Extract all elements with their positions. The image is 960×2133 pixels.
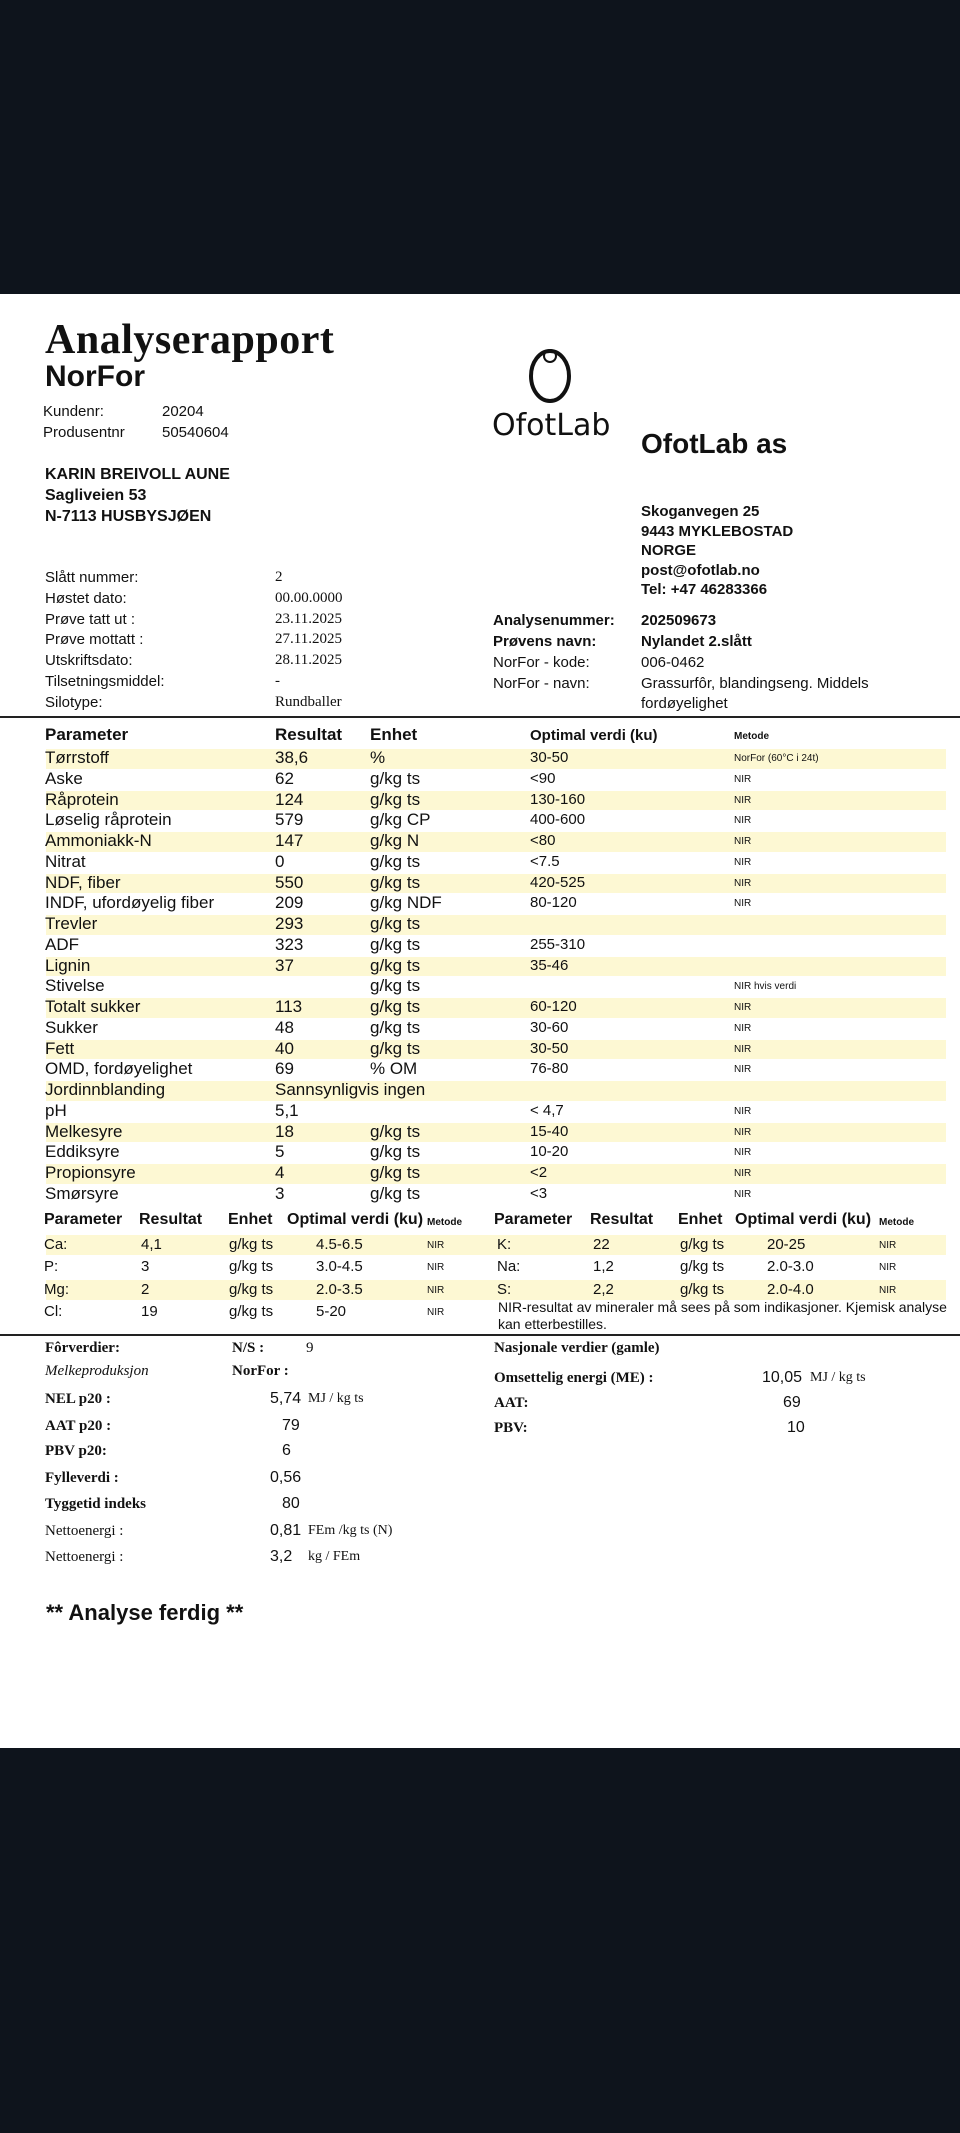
param-optimal: 10-20 (530, 1143, 569, 1161)
param-optimal: <7.5 (530, 852, 560, 870)
feed-label: Nettoenergi : (45, 1523, 124, 1539)
row-highlight (46, 874, 946, 894)
sample-label: Slått nummer: (45, 569, 139, 586)
row-highlight (46, 915, 946, 935)
mineral-result: 4,1 (141, 1236, 162, 1253)
param-name: Trevler (45, 914, 98, 933)
feed-value: 80 (282, 1495, 300, 1512)
param-method: NIR (734, 1188, 752, 1200)
min-header-parameter-left: Parameter (44, 1211, 123, 1228)
param-optimal: <3 (530, 1184, 548, 1202)
param-name: Råprotein (45, 789, 119, 809)
param-optimal: 30-50 (530, 1039, 569, 1057)
param-optimal: 130-160 (530, 790, 586, 808)
pbv-label: PBV: (494, 1420, 528, 1436)
param-result: 113 (275, 997, 303, 1016)
param-optimal: 60-120 (530, 998, 577, 1015)
feed-value: 0,81 (270, 1522, 302, 1539)
row-highlight (46, 1040, 946, 1060)
param-result: 4 (275, 1163, 285, 1182)
params-header-parameter: Parameter (45, 725, 129, 744)
param-optimal: 80-120 (530, 894, 577, 912)
min-header-resultat-right: Resultat (590, 1211, 654, 1228)
param-name: Eddiksyre (45, 1142, 120, 1162)
mineral-name: K: (497, 1236, 512, 1253)
row-highlight (46, 1081, 946, 1101)
param-result: 124 (275, 789, 304, 809)
param-result: 48 (275, 1017, 294, 1037)
param-unit: g/kg ts (370, 1017, 421, 1037)
provens-value: Nylandet 2.slått (641, 633, 752, 650)
param-optimal: < 4,7 (530, 1101, 564, 1119)
sample-value: 00.00.0000 (275, 590, 343, 606)
param-name: Melkesyre (45, 1121, 123, 1141)
param-unit: g/kg ts (370, 1183, 421, 1203)
provens-label: Prøvens navn: (493, 633, 597, 650)
param-result: 38,6 (275, 748, 309, 767)
param-optimal: 35-46 (530, 956, 569, 974)
param-result: 18 (275, 1121, 294, 1141)
param-result: 209 (275, 893, 304, 913)
param-optimal: <80 (530, 832, 556, 849)
param-unit: g/kg ts (370, 1142, 421, 1162)
param-name: Aske (45, 768, 83, 788)
mineral-name: S: (497, 1280, 512, 1298)
feed-unit: MJ / kg ts (308, 1391, 364, 1406)
params-header-metode: Metode (734, 731, 769, 742)
param-result: 147 (275, 831, 304, 850)
param-method: NIR (734, 836, 752, 847)
row-highlight (46, 957, 946, 977)
param-optimal: 30-50 (530, 749, 569, 766)
mineral-optimal: 5-20 (316, 1302, 347, 1320)
sample-label: Silotype: (45, 694, 103, 711)
param-name: Nitrat (45, 851, 86, 871)
norfor-navn-label: NorFor - navn: (493, 675, 590, 692)
norfor-label: NorFor : (232, 1363, 289, 1379)
param-unit: g/kg N (370, 831, 420, 850)
mineral-method: NIR (427, 1306, 445, 1318)
param-optimal: 255-310 (530, 935, 586, 953)
feed-unit: FEm /kg ts (N) (308, 1523, 393, 1538)
feed-value: 79 (282, 1417, 300, 1434)
param-method: NIR (734, 1105, 752, 1117)
param-name: Fett (45, 1038, 75, 1058)
row-highlight (46, 832, 946, 852)
param-optimal: 420-525 (530, 873, 586, 891)
param-method: NIR (734, 815, 752, 827)
report-subtitle: NorFor (45, 360, 145, 393)
param-unit: g/kg NDF (370, 893, 442, 913)
param-name: Jordinnblanding (45, 1080, 166, 1099)
kundenr-value: 20204 (162, 403, 204, 420)
mineral-optimal: 4.5-6.5 (316, 1236, 363, 1253)
mineral-result: 2 (141, 1280, 150, 1298)
param-result: 62 (275, 768, 294, 788)
min-header-parameter-right: Parameter (494, 1211, 573, 1228)
param-name: Sukker (45, 1017, 98, 1037)
min-header-optimal-left: Optimal verdi (ku) (287, 1211, 424, 1228)
divider-top (0, 716, 960, 718)
param-method: NIR (734, 856, 752, 868)
logo-text: OfotLab (492, 408, 611, 443)
me-label: Omsettelig energi (ME) : (494, 1370, 654, 1386)
param-method: NIR (734, 1147, 752, 1159)
mineral-optimal: 2.0-3.5 (316, 1280, 363, 1298)
mineral-method: NIR (427, 1240, 445, 1251)
sample-value: 23.11.2025 (275, 611, 342, 627)
mineral-result: 22 (593, 1236, 610, 1253)
param-method: NIR (734, 1126, 752, 1138)
param-method: NIR (734, 1002, 752, 1013)
mineral-unit: g/kg ts (229, 1280, 274, 1298)
mineral-unit: g/kg ts (680, 1236, 725, 1253)
param-optimal: 30-60 (530, 1018, 569, 1036)
feed-label: Fylleverdi : (45, 1470, 119, 1486)
param-optimal: 400-600 (530, 811, 586, 829)
lab-phone: Tel: +47 46283366 (641, 581, 768, 598)
param-unit: g/kg ts (370, 914, 421, 933)
norfor-navn-line1: Grassurfôr, blandingseng. Middels (641, 675, 869, 692)
params-header-enhet: Enhet (370, 725, 418, 744)
param-name: Lignin (45, 955, 91, 975)
feed-label: AAT p20 : (45, 1418, 112, 1434)
param-unit: g/kg ts (370, 872, 421, 892)
analysenr-value: 202509673 (641, 612, 717, 629)
divider-bottom (0, 1334, 960, 1336)
feed-label: PBV p20: (45, 1443, 107, 1459)
lab-city: 9443 MYKLEBOSTAD (641, 522, 794, 540)
sample-value: 27.11.2025 (275, 631, 342, 647)
param-name: Tørrstoff (45, 748, 109, 767)
min-header-optimal-right: Optimal verdi (ku) (735, 1211, 872, 1228)
mineral-method: NIR (427, 1262, 445, 1274)
mineral-result: 1,2 (593, 1258, 614, 1276)
mineral-unit: g/kg ts (680, 1258, 725, 1276)
aat-label: AAT: (494, 1395, 529, 1411)
sample-label: Tilsetningsmiddel: (45, 673, 165, 690)
melkeproduksjon-label: Melkeproduksjon (45, 1363, 149, 1379)
mineral-unit: g/kg ts (229, 1236, 274, 1253)
sample-label: Utskriftsdato: (45, 652, 133, 669)
mineral-method: NIR (879, 1284, 897, 1296)
params-header-optimal: Optimal verdi (ku) (530, 727, 658, 744)
param-name: Ammoniakk-N (45, 831, 152, 850)
param-result: 323 (275, 934, 304, 954)
mineral-name: Ca: (44, 1236, 68, 1253)
mineral-result: 19 (141, 1302, 158, 1320)
mineral-result: 3 (141, 1258, 150, 1276)
mineral-unit: g/kg ts (680, 1280, 725, 1298)
sample-value: 28.11.2025 (275, 652, 342, 668)
param-method: NIR (734, 898, 752, 910)
ns-value: 9 (306, 1340, 314, 1356)
param-name: Smørsyre (45, 1183, 119, 1203)
param-optimal: 15-40 (530, 1122, 569, 1140)
sample-value: Rundballer (275, 694, 342, 710)
kundenr-label: Kundenr: (43, 403, 104, 420)
mineral-optimal: 3.0-4.5 (316, 1258, 363, 1276)
mineral-optimal: 2.0-3.0 (767, 1258, 814, 1276)
lab-email: post@ofotlab.no (641, 561, 760, 579)
param-name: ADF (45, 934, 79, 954)
sample-label: Prøve mottatt : (45, 631, 144, 648)
mineral-unit: g/kg ts (229, 1258, 274, 1276)
min-header-enhet-right: Enhet (678, 1211, 723, 1228)
param-name: OMD, fordøyelighet (45, 1059, 193, 1079)
param-unit: g/kg ts (370, 934, 421, 954)
feed-value: 5,74 (270, 1390, 302, 1407)
param-unit: g/kg ts (370, 789, 421, 809)
param-result: 5 (275, 1142, 285, 1162)
param-unit: % OM (370, 1059, 418, 1079)
customer-city: N-7113 HUSBYSJØEN (45, 508, 212, 525)
ns-label: N/S : (232, 1340, 265, 1356)
param-unit: g/kg CP (370, 810, 431, 830)
feed-label: Tyggetid indeks (45, 1496, 146, 1512)
param-name: INDF, ufordøyelig fiber (45, 893, 215, 913)
mineral-name: Mg: (44, 1280, 70, 1298)
mineral-method: NIR (879, 1262, 897, 1274)
forverdier-label: Fôrverdier: (45, 1340, 120, 1356)
param-unit: g/kg ts (370, 1121, 421, 1141)
mineral-name: Cl: (44, 1302, 63, 1320)
ofotlab-logo (492, 342, 612, 442)
customer-street: Sagliveien 53 (45, 487, 147, 504)
feed-label: NEL p20 : (45, 1391, 111, 1407)
me-value: 10,05 (762, 1369, 803, 1386)
feed-unit: kg / FEm (308, 1549, 361, 1564)
param-result: Sannsynligvis ingen (275, 1080, 426, 1099)
aat-value: 69 (783, 1394, 801, 1411)
min-header-metode-left: Metode (427, 1217, 462, 1228)
feed-label: Nettoenergi : (45, 1549, 124, 1565)
mineral-note-line2: kan etterbestilles. (498, 1316, 607, 1332)
param-unit: g/kg ts (370, 1038, 421, 1058)
produsentnr-value: 50540604 (162, 424, 229, 441)
customer-name: KARIN BREIVOLL AUNE (45, 466, 230, 483)
param-result: 40 (275, 1038, 294, 1058)
param-unit: g/kg ts (370, 976, 421, 996)
norfor-navn-line2: fordøyelighet (641, 695, 728, 712)
mineral-note-line1: NIR-resultat av mineraler må sees på som indikasjoner. Kjemisk analyse (498, 1299, 947, 1315)
param-optimal: <90 (530, 769, 556, 787)
mineral-method: NIR (879, 1240, 897, 1251)
param-result: 37 (275, 955, 294, 975)
mineral-unit: g/kg ts (229, 1302, 274, 1320)
min-header-metode-right: Metode (879, 1217, 914, 1228)
sample-value: 2 (275, 569, 283, 585)
mineral-name: Na: (497, 1258, 521, 1276)
report-title: Analyserapport (45, 317, 335, 363)
param-method: NIR (734, 1168, 752, 1179)
me-unit: MJ / kg ts (810, 1370, 866, 1385)
param-name: Propionsyre (45, 1163, 136, 1182)
sample-label: Høstet dato: (45, 590, 127, 607)
row-highlight (46, 791, 946, 811)
param-name: Totalt sukker (45, 997, 141, 1016)
param-method: NIR hvis verdi (734, 981, 797, 993)
param-result: 3 (275, 1183, 285, 1203)
norfor-kode-label: NorFor - kode: (493, 654, 590, 671)
param-method: NIR (734, 1022, 752, 1034)
mineral-optimal: 2.0-4.0 (767, 1280, 814, 1298)
param-optimal: <2 (530, 1164, 548, 1181)
param-result: 550 (275, 872, 304, 892)
param-result: 293 (275, 914, 304, 933)
params-header-resultat: Resultat (275, 725, 343, 744)
param-unit: g/kg ts (370, 851, 421, 871)
sample-label: Prøve tatt ut : (45, 611, 136, 628)
mineral-result: 2,2 (593, 1280, 614, 1298)
report-page (0, 294, 960, 1748)
param-method: NIR (734, 1064, 752, 1076)
param-name: NDF, fiber (45, 872, 121, 892)
param-unit: g/kg ts (370, 768, 421, 788)
param-method: NIR (734, 877, 752, 889)
row-highlight (46, 1235, 946, 1255)
lab-street: Skoganvegen 25 (641, 503, 760, 520)
param-result: 5,1 (275, 1100, 299, 1120)
param-method: NIR (734, 1043, 752, 1055)
feed-value: 0,56 (270, 1469, 302, 1486)
produsentnr-label: Produsentnr (43, 424, 125, 441)
param-method: NorFor (60°C i 24t) (734, 753, 819, 764)
analysenr-label: Analysenummer: (493, 612, 615, 629)
mineral-method: NIR (427, 1284, 445, 1296)
sample-value: - (275, 673, 280, 689)
pbv-value: 10 (787, 1419, 805, 1436)
param-unit: g/kg ts (370, 997, 421, 1016)
param-unit: g/kg ts (370, 1163, 421, 1182)
feed-value: 6 (282, 1442, 291, 1459)
row-highlight (46, 998, 946, 1018)
param-optimal: 76-80 (530, 1060, 569, 1078)
row-highlight (46, 1123, 946, 1143)
mineral-name: P: (44, 1258, 59, 1276)
param-result: 579 (275, 810, 304, 830)
param-method: NIR (734, 773, 752, 785)
param-result: 69 (275, 1059, 294, 1079)
param-result: 0 (275, 851, 285, 871)
row-highlight (46, 1164, 946, 1184)
param-name: Stivelse (45, 976, 105, 996)
min-header-enhet-left: Enhet (228, 1211, 273, 1228)
param-unit: g/kg ts (370, 955, 421, 975)
lab-name: OfotLab as (641, 428, 788, 459)
param-name: pH (45, 1100, 67, 1120)
lab-country: NORGE (641, 542, 697, 559)
min-header-resultat-left: Resultat (139, 1211, 203, 1228)
norfor-kode-value: 006-0462 (641, 654, 705, 671)
analysis-status: ** Analyse ferdig ** (46, 1600, 244, 1625)
feed-value: 3,2 (270, 1548, 293, 1565)
param-name: Løselig råprotein (45, 810, 172, 830)
national-title: Nasjonale verdier (gamle) (494, 1340, 660, 1356)
param-method: NIR (734, 794, 752, 806)
mineral-optimal: 20-25 (767, 1236, 806, 1253)
param-unit: % (370, 748, 386, 767)
